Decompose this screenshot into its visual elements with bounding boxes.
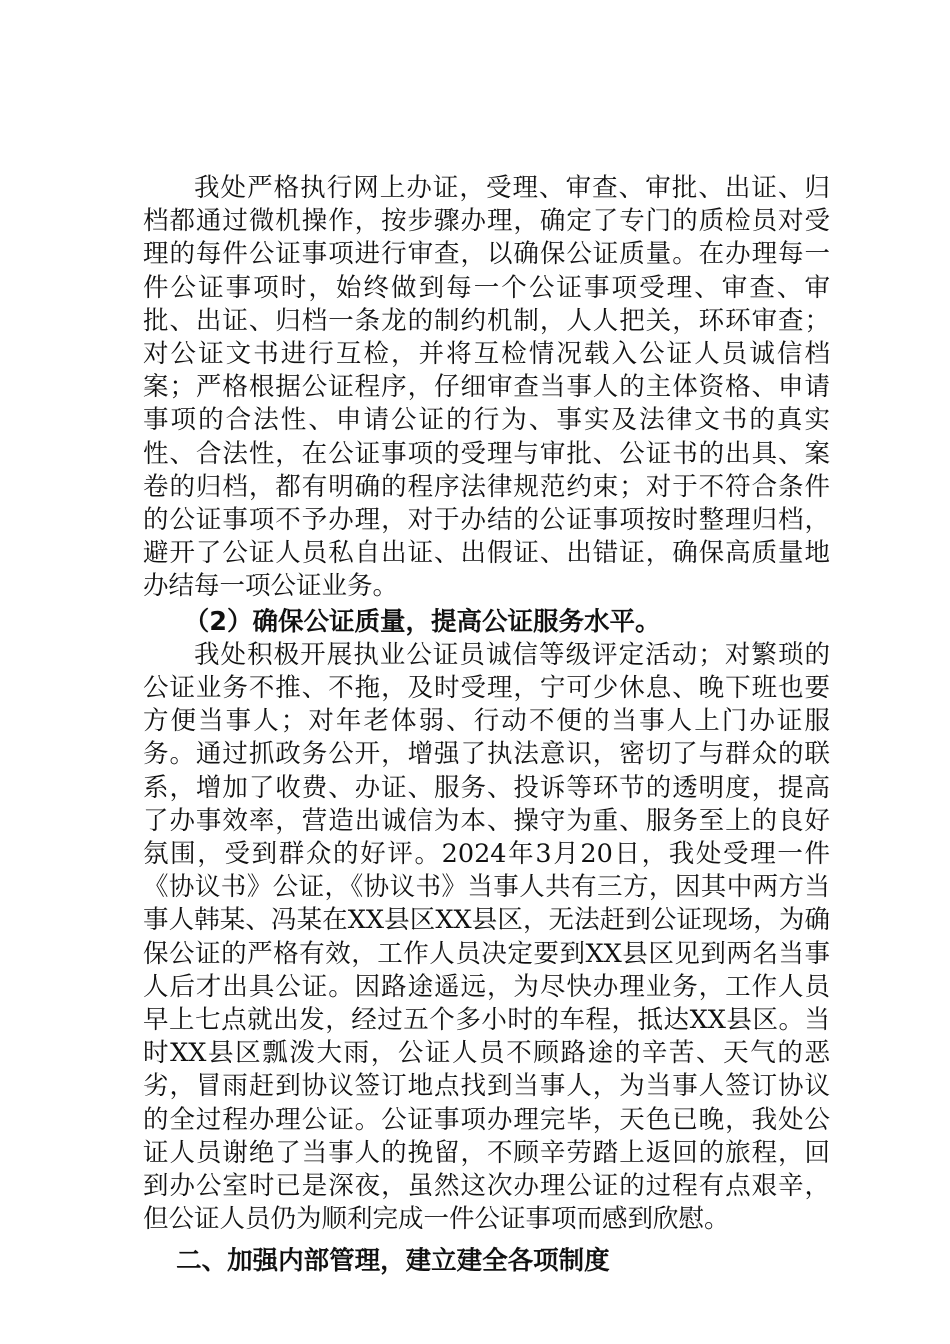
subheading: （2）确保公证质量，提高公证服务水平。 [183, 606, 661, 637]
body-paragraph: 我处积极开展执业公证员诚信等级评定活动；对繁琐的公证业务不推、不拖，及时受理，宁可少休息、晚下班也要方便当事人；对年老体弱、行动不便的当事人上门办证服务。通过抓政务公开，增强了执法意识，密切了与群众的联系，增加了收费、办证、服务、投诉等环节的透明度，提高了办事效率，营造出诚信为本、操守为重、服务至上的良好氛围，受到群众的好评。2024年3月20日，我处受理一件《协议书》公证，《协议书》当事人共有三方，因其中两方当事人韩某、冯某在XX县区XX县区，无法赶到公证现场，为确保公证的严格有效，工作人员决定要到XX县区见到两名当事人后才出具公证。因路途遥远，为尽快办理业务，工作人员早上七点就出发，经过五个多小时的车程，抵达XX县区。当时XX县区瓢泼大雨，公证人员不顾路途的辛苦、天气的恶劣，冒雨赶到协议签订地点找到当事人，为当事人签订协议的全过程办理公证。公证事项办理完毕，天色已晚，我处公证人员谢绝了当事人的挽留，不顾辛劳踏上返回的旅程，回到办公室时已是深夜，虽然这次办理公证的过程有点艰辛，但公证人员仍为顺利完成一件公证事项而感到欣慰。 [143, 639, 830, 1235]
body-paragraph: 我处严格执行网上办证，受理、审查、审批、出证、归档都通过微机操作，按步骤办理，确定了专门的质检员对受理的每件公证事项进行审查，以确保公证质量。在办理每一件公证事项时，始终做到每一个公证事项受理、审查、审批、出证、归档一条龙的制约机制，人人把关，环环审查；对公证文书进行互检，并将互检情况载入公证人员诚信档案；严格根据公证程序，仔细审查当事人的主体资格、申请事项的合法性、申请公证的行为、事实及法律文书的真实性、合法性，在公证事项的受理与审批、公证书的出具、案卷的归档，都有明确的程序法律规范约束；对于不符合条件的公证事项不予办理，对于办结的公证事项按时整理归档，避开了公证人员私自出证、出假证、出错证，确保高质量地办结每一项公证业务。 [143, 173, 830, 602]
section-heading: 二、加强内部管理，建立建全各项制度 [176, 1245, 610, 1276]
document-body [143, 172, 830, 1278]
